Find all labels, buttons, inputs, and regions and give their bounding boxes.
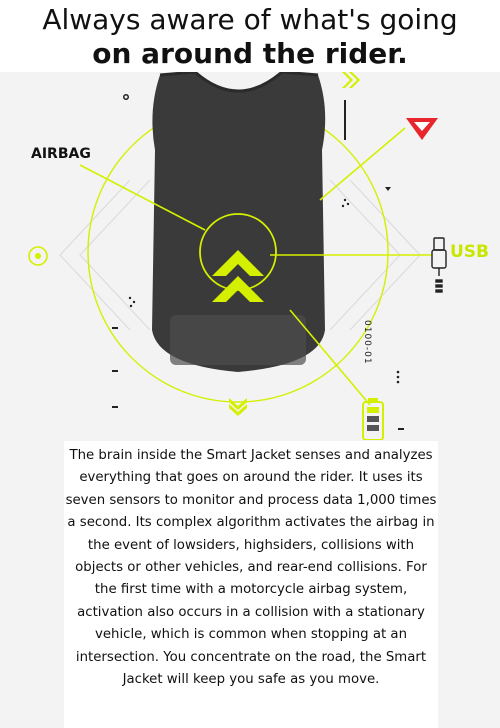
headline-line-1: Always aware of what's going — [42, 3, 458, 36]
airbag-label: AIRBAG — [31, 146, 91, 162]
description-text: The brain inside the Smart Jacket senses and analyzes everything that goes on around the rider. It uses its seven sensors to monitor and process data 1,000 times a second. Its complex algorithm activates the airbag in the event of lowsiders, highsiders, collisions with objects or other vehicles, and rear-end collisions. For the first time with a motorcycle airbag system, activation also occurs in a collision with a stationary vehicle, which is common when stopping at an intersection. You concentrate on the road, the Smart Jacket will keep you safe as you move. — [64, 441, 438, 728]
usb-label: USB — [450, 242, 490, 262]
dainese-logo-icon — [406, 118, 438, 140]
smart-jacket-diagram — [0, 72, 500, 440]
target-icon — [29, 247, 47, 265]
usb-plug-icon — [432, 238, 446, 292]
smart-jacket-vest — [152, 72, 325, 372]
headline-line-2: on around the rider. — [92, 37, 408, 70]
battery-icon — [363, 398, 383, 440]
double-chevron-right-icon — [342, 72, 360, 88]
serial-label: 0100-01 — [362, 320, 372, 365]
double-chevron-down-icon — [229, 398, 247, 416]
headline — [0, 0, 500, 72]
